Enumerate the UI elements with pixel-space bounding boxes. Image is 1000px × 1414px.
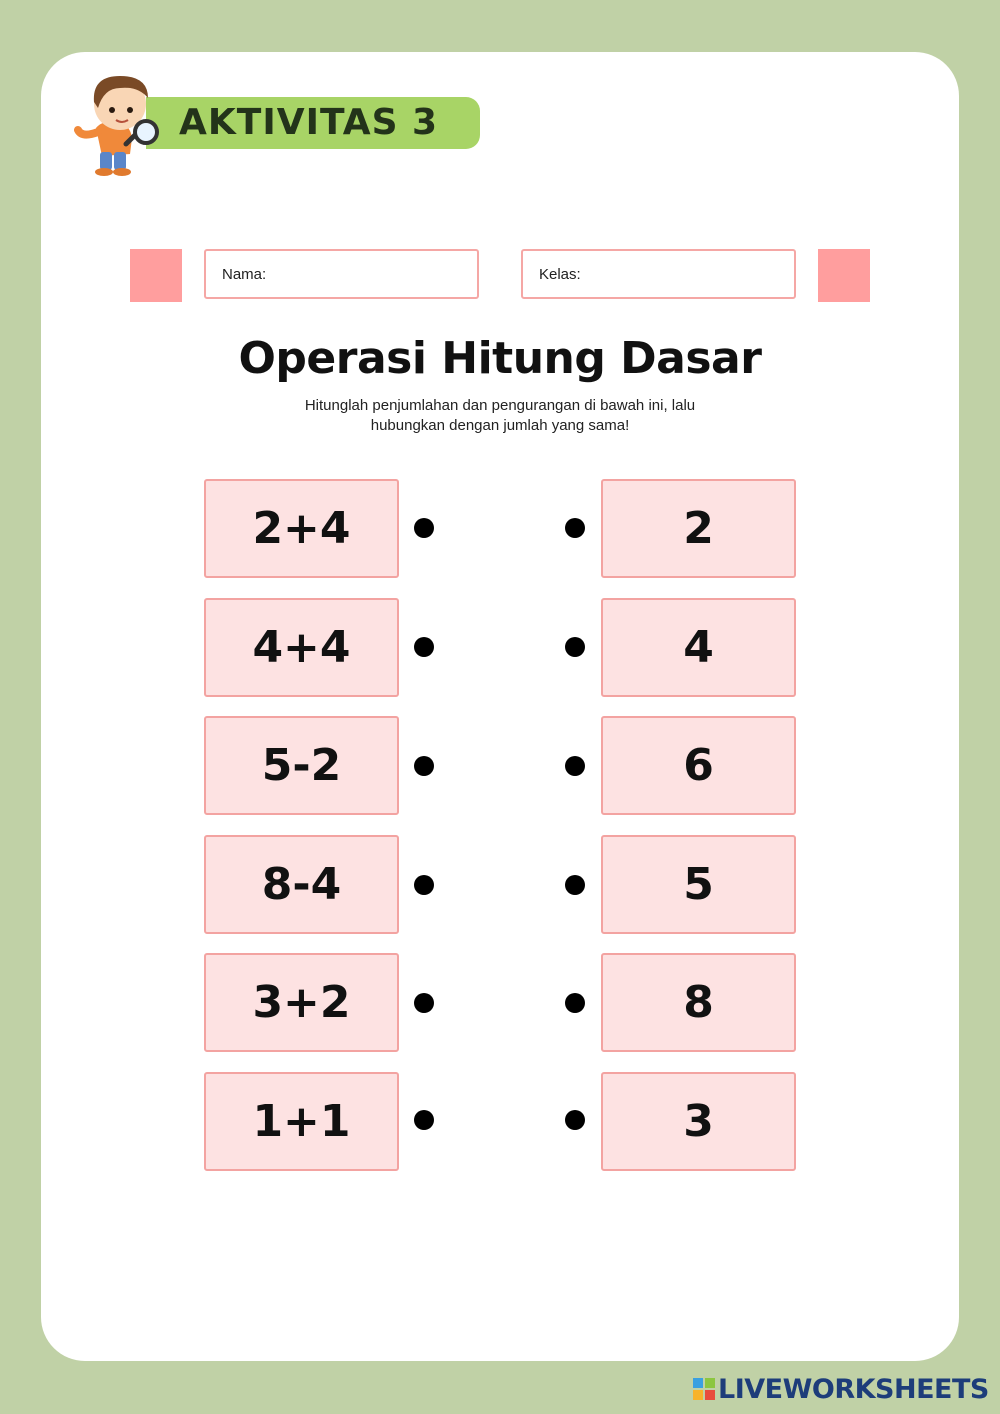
expression-card: 4+4 bbox=[204, 598, 399, 697]
decorative-square-left bbox=[130, 249, 182, 302]
brand-name: LIVEWORKSHEETS bbox=[718, 1373, 989, 1405]
left-connector-dot[interactable] bbox=[414, 518, 434, 538]
name-label: Nama: bbox=[222, 266, 267, 283]
expression-card: 5-2 bbox=[204, 716, 399, 815]
instruction-line-1: Hitunglah penjumlahan dan pengurangan di bawah ini, lalu bbox=[304, 397, 696, 414]
right-connector-dot[interactable] bbox=[565, 637, 585, 657]
answer-card: 5 bbox=[601, 835, 796, 934]
kid-with-magnifier-icon bbox=[72, 68, 166, 178]
answer-card: 3 bbox=[601, 1072, 796, 1171]
left-connector-dot[interactable] bbox=[414, 875, 434, 895]
left-connector-dot[interactable] bbox=[414, 993, 434, 1013]
expression-card: 8-4 bbox=[204, 835, 399, 934]
name-field[interactable] bbox=[204, 249, 479, 299]
right-connector-dot[interactable] bbox=[565, 756, 585, 776]
instruction-line-2: hubungkan dengan jumlah yang sama! bbox=[370, 417, 630, 434]
expression-card: 2+4 bbox=[204, 479, 399, 578]
left-connector-dot[interactable] bbox=[414, 1110, 434, 1130]
answer-card: 4 bbox=[601, 598, 796, 697]
right-connector-dot[interactable] bbox=[565, 875, 585, 895]
left-connector-dot[interactable] bbox=[414, 637, 434, 657]
answer-card: 8 bbox=[601, 953, 796, 1052]
answer-card: 6 bbox=[601, 716, 796, 815]
class-label: Kelas: bbox=[539, 266, 581, 283]
right-connector-dot[interactable] bbox=[565, 993, 585, 1013]
left-connector-dot[interactable] bbox=[414, 756, 434, 776]
right-connector-dot[interactable] bbox=[565, 518, 585, 538]
expression-card: 3+2 bbox=[204, 953, 399, 1052]
brand-logo[interactable] bbox=[693, 1372, 989, 1406]
liveworksheets-logo-icon bbox=[693, 1378, 715, 1400]
class-field[interactable] bbox=[521, 249, 796, 299]
instructions bbox=[250, 396, 750, 436]
right-connector-dot[interactable] bbox=[565, 1110, 585, 1130]
worksheet-title: Operasi Hitung Dasar bbox=[238, 333, 762, 384]
activity-title: AKTIVITAS 3 bbox=[179, 102, 439, 143]
decorative-square-right bbox=[818, 249, 870, 302]
answer-card: 2 bbox=[601, 479, 796, 578]
expression-card: 1+1 bbox=[204, 1072, 399, 1171]
